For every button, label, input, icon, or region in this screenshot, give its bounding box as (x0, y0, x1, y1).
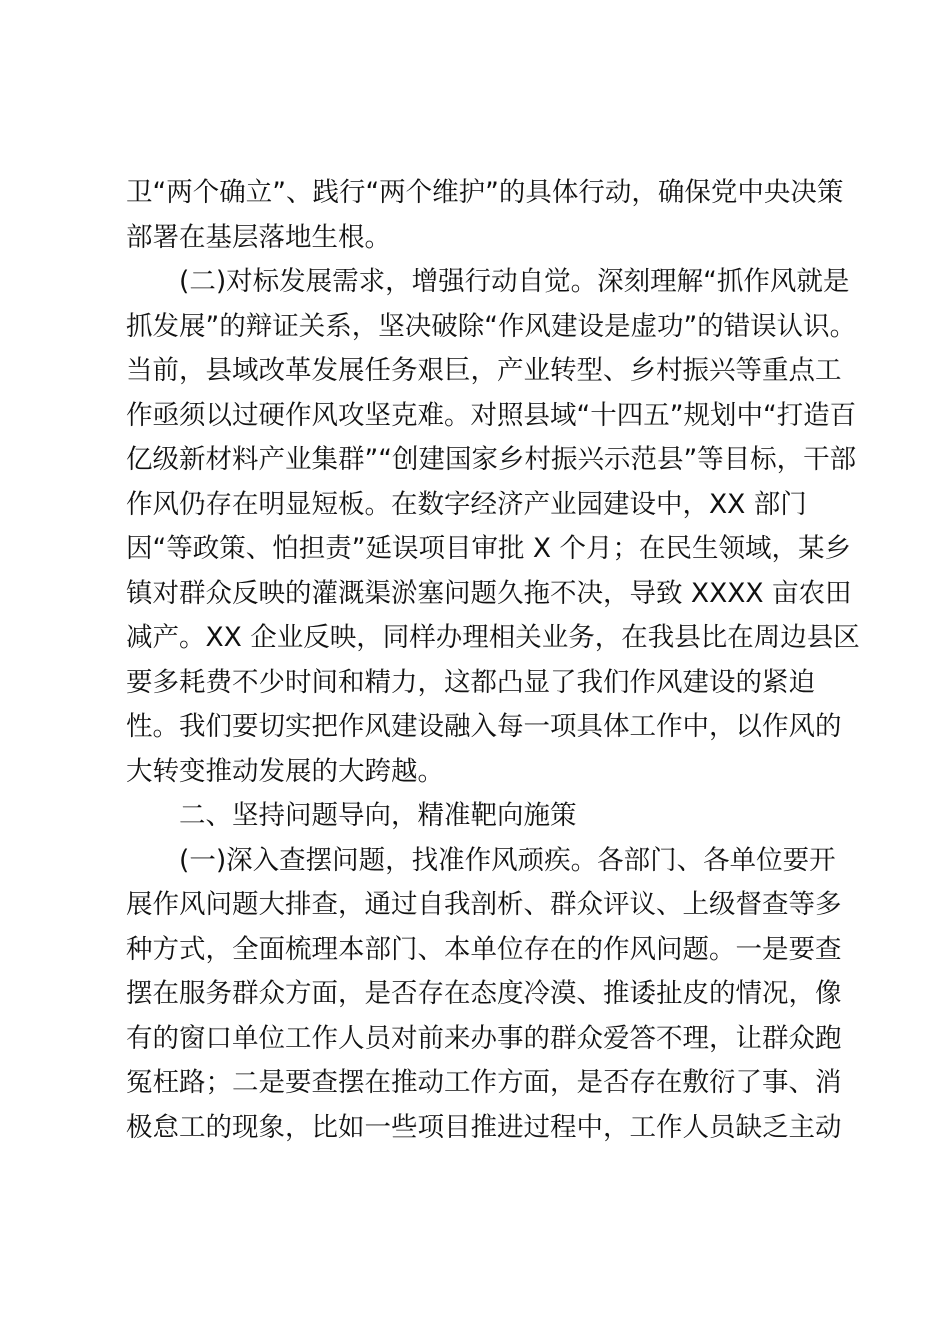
text-line: 摆在服务群众方面，是否存在态度冷漠、推诿扯皮的情况，像 (126, 978, 842, 1009)
text-line: 作亟须以过硬作风攻坚克难。对照县域“十四五”规划中“打造百 (126, 399, 857, 431)
text-line: 减产。XX 企业反映，同样办理相关业务，在我县比在周边县区 (126, 622, 860, 653)
text-line: 因“等政策、怕担责”延误项目审批 X 个月；在民生领域，某乡 (126, 533, 851, 564)
text-line: 要多耗费不少时间和精力，这都凸显了我们作风建设的紧迫 (126, 666, 815, 698)
section-heading: 二、坚持问题导向，精准靶向施策 (126, 800, 577, 831)
text-line: 亿级新材料产业集群”“创建国家乡村振兴示范县”等目标，干部 (126, 444, 857, 475)
text-line: 性。我们要切实把作风建设融入每一项具体工作中，以作风的 (126, 711, 842, 742)
text-line: 大转变推动发展的大跨越。 (126, 755, 444, 787)
text-line: 极怠工的现象，比如一些项目推进过程中，工作人员缺乏主动 (126, 1111, 842, 1143)
text-line: (一)深入查摆问题，找准作风顽疾。各部门、各单位要开 (126, 844, 836, 876)
text-line: 当前，县域改革发展任务艰巨，产业转型、乡村振兴等重点工 (126, 355, 842, 386)
text-line: 抓发展”的辩证关系，坚决破除“作风建设是虚功”的错误认识。 (126, 310, 857, 342)
text-line: 镇对群众反映的灌溉渠淤塞问题久拖不决，导致 XXXX 亩农田 (126, 577, 852, 609)
text-line: 部署在基层落地生根。 (126, 221, 391, 253)
text-line: (二)对标发展需求，增强行动自觉。深刻理解“抓作风就是 (126, 266, 850, 297)
document-body (126, 171, 860, 1150)
text-line: 展作风问题大排查，通过自我剖析、群众评议、上级督查等多 (126, 889, 842, 920)
text-line: 有的窗口单位工作人员对前来办事的群众爱答不理，让群众跑 (126, 1022, 842, 1054)
text-line: 卫“两个确立”、践行“两个维护”的具体行动，确保党中央决策 (126, 177, 844, 208)
text-line: 作风仍存在明显短板。在数字经济产业园建设中，XX 部门 (126, 488, 807, 520)
text-line: 冤枉路；二是要查摆在推动工作方面，是否存在敷衍了事、消 (126, 1067, 842, 1098)
text-line: 种方式，全面梳理本部门、本单位存在的作风问题。一是要查 (126, 933, 842, 965)
